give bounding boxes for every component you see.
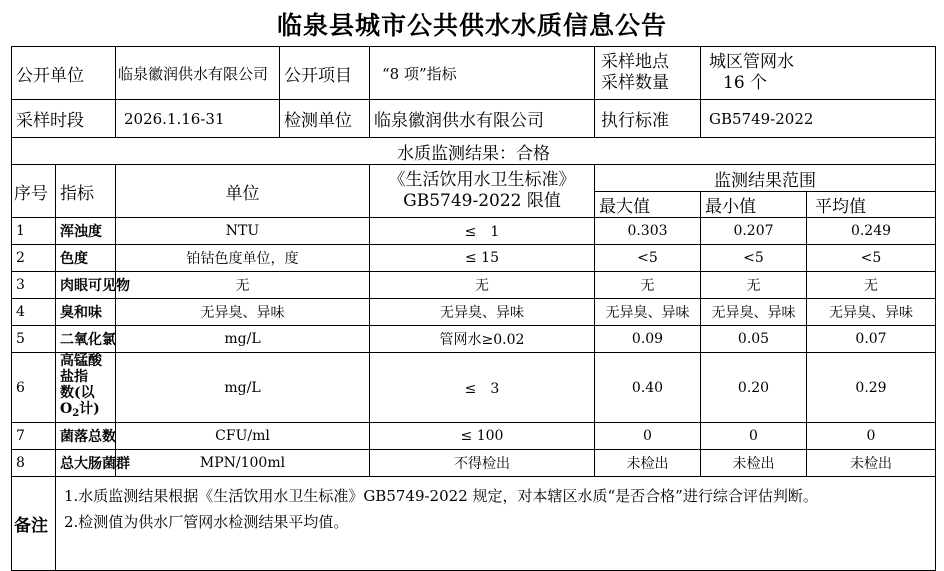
row-no: 2 <box>12 245 56 272</box>
row-max: 0.09 <box>595 326 701 353</box>
row-unit: 无异臭、异味 <box>116 299 370 326</box>
row-min: 未检出 <box>701 450 807 477</box>
row-limit: ≤ 15 <box>370 245 595 272</box>
row-indicator: 肉眼可见物 <box>56 272 116 299</box>
row-indicator-line2-pre: 数(以 O <box>60 385 95 417</box>
notes-content <box>56 477 936 571</box>
row-no: 8 <box>12 450 56 477</box>
info-row-2 <box>12 100 936 138</box>
header-no: 序号 <box>12 165 56 218</box>
row-avg: 0.29 <box>807 353 936 423</box>
row-min: 0.20 <box>701 353 807 423</box>
row-no: 4 <box>12 299 56 326</box>
note-line-1: 1.水质监测结果根据《生活饮用水卫生标准》GB5749-2022 规定，对本辖区水质“是否合格”进行综合评估判断。 <box>64 487 818 505</box>
item-value: “8 项”指标 <box>370 47 595 100</box>
row-min: 无异臭、异味 <box>701 299 807 326</box>
row-max: 0.40 <box>595 353 701 423</box>
row-limit: ≤ 3 <box>370 353 595 423</box>
row-unit: mg/L <box>116 353 370 423</box>
result-banner-row <box>12 138 936 165</box>
row-max: <5 <box>595 245 701 272</box>
row-indicator-subscript: 2 <box>72 408 80 419</box>
note-line-2: 2.检测值为供水厂管网水检测结果平均值。 <box>64 513 349 531</box>
table-row <box>12 326 936 353</box>
row-indicator: 臭和味 <box>56 299 116 326</box>
row-unit: 铂钴色度单位，度 <box>116 245 370 272</box>
lab-value: 临泉徽润供水有限公司 <box>370 100 595 138</box>
row-unit: 无 <box>116 272 370 299</box>
row-limit: ≤ 1 <box>370 218 595 245</box>
unit-value: 临泉徽润供水有限公司 <box>116 47 280 100</box>
header-limit <box>370 165 595 218</box>
header-row-1 <box>12 165 936 192</box>
site-value: 城区管网水 <box>709 52 794 72</box>
row-unit: CFU/ml <box>116 423 370 450</box>
header-min: 最小值 <box>701 192 807 218</box>
unit-label: 公开单位 <box>12 47 116 100</box>
header-avg: 平均值 <box>807 192 936 218</box>
row-no: 1 <box>12 218 56 245</box>
row-limit: ≤ 100 <box>370 423 595 450</box>
table-row <box>12 272 936 299</box>
notes-label: 备注 <box>12 477 56 571</box>
period-label: 采样时段 <box>12 100 116 138</box>
row-avg: 0 <box>807 423 936 450</box>
row-min: 0.05 <box>701 326 807 353</box>
page-title: 临泉县城市公共供水水质信息公告 <box>276 11 667 40</box>
row-max: 0 <box>595 423 701 450</box>
item-label: 公开项目 <box>280 47 370 100</box>
row-indicator-line2-post: 计) <box>79 401 100 417</box>
row-indicator: 色度 <box>56 245 116 272</box>
row-min: 无 <box>701 272 807 299</box>
table-row <box>12 450 936 477</box>
row-min: 0.207 <box>701 218 807 245</box>
row-max: 无 <box>595 272 701 299</box>
row-avg: 未检出 <box>807 450 936 477</box>
row-max: 未检出 <box>595 450 701 477</box>
row-limit: 管网水≥0.02 <box>370 326 595 353</box>
info-row-1 <box>12 47 936 100</box>
header-range: 监测结果范围 <box>595 165 936 192</box>
row-no: 7 <box>12 423 56 450</box>
row-unit: mg/L <box>116 326 370 353</box>
header-indicator: 指标 <box>56 165 116 218</box>
site-label: 采样地点 <box>601 52 669 72</box>
row-avg: 0.07 <box>807 326 936 353</box>
count-label: 采样数量 <box>601 73 669 93</box>
row-no: 6 <box>12 353 56 423</box>
row-avg: 无 <box>807 272 936 299</box>
table-row <box>12 299 936 326</box>
row-max: 无异臭、异味 <box>595 299 701 326</box>
row-avg: 无异臭、异味 <box>807 299 936 326</box>
row-min: 0 <box>701 423 807 450</box>
std-value: GB5749-2022 <box>701 100 936 138</box>
row-indicator: 二氧化氯 <box>56 326 116 353</box>
water-quality-table <box>11 46 936 571</box>
row-indicator: 总大肠菌群 <box>56 450 116 477</box>
row-unit: MPN/100ml <box>116 450 370 477</box>
row-indicator: 浑浊度 <box>56 218 116 245</box>
row-no: 3 <box>12 272 56 299</box>
site-count-values <box>701 47 936 100</box>
site-count-labels <box>595 47 701 100</box>
header-max: 最大值 <box>595 192 701 218</box>
row-indicator-line2 <box>60 385 115 422</box>
result-banner: 水质监测结果：合格 <box>12 138 936 165</box>
row-indicator <box>56 353 116 423</box>
count-value: 16 个 <box>723 73 768 93</box>
header-unit: 单位 <box>116 165 370 218</box>
row-avg: 0.249 <box>807 218 936 245</box>
header-limit-line2: GB5749-2022 限值 <box>403 191 561 211</box>
row-indicator: 菌落总数 <box>56 423 116 450</box>
row-limit: 无 <box>370 272 595 299</box>
notes-row <box>12 477 936 571</box>
period-value: 2026.1.16-31 <box>116 100 280 138</box>
lab-label: 检测单位 <box>280 100 370 138</box>
table-row <box>12 353 936 423</box>
row-max: 0.303 <box>595 218 701 245</box>
row-no: 5 <box>12 326 56 353</box>
row-limit: 无异臭、异味 <box>370 299 595 326</box>
header-limit-line1: 《生活饮用水卫生标准》 <box>388 170 576 190</box>
row-min: <5 <box>701 245 807 272</box>
table-row <box>12 245 936 272</box>
row-avg: <5 <box>807 245 936 272</box>
table-row <box>12 218 936 245</box>
table-row <box>12 423 936 450</box>
row-indicator-line1: 高锰酸盐指 <box>60 353 102 385</box>
std-label: 执行标准 <box>595 100 701 138</box>
row-unit: NTU <box>116 218 370 245</box>
row-limit: 不得检出 <box>370 450 595 477</box>
